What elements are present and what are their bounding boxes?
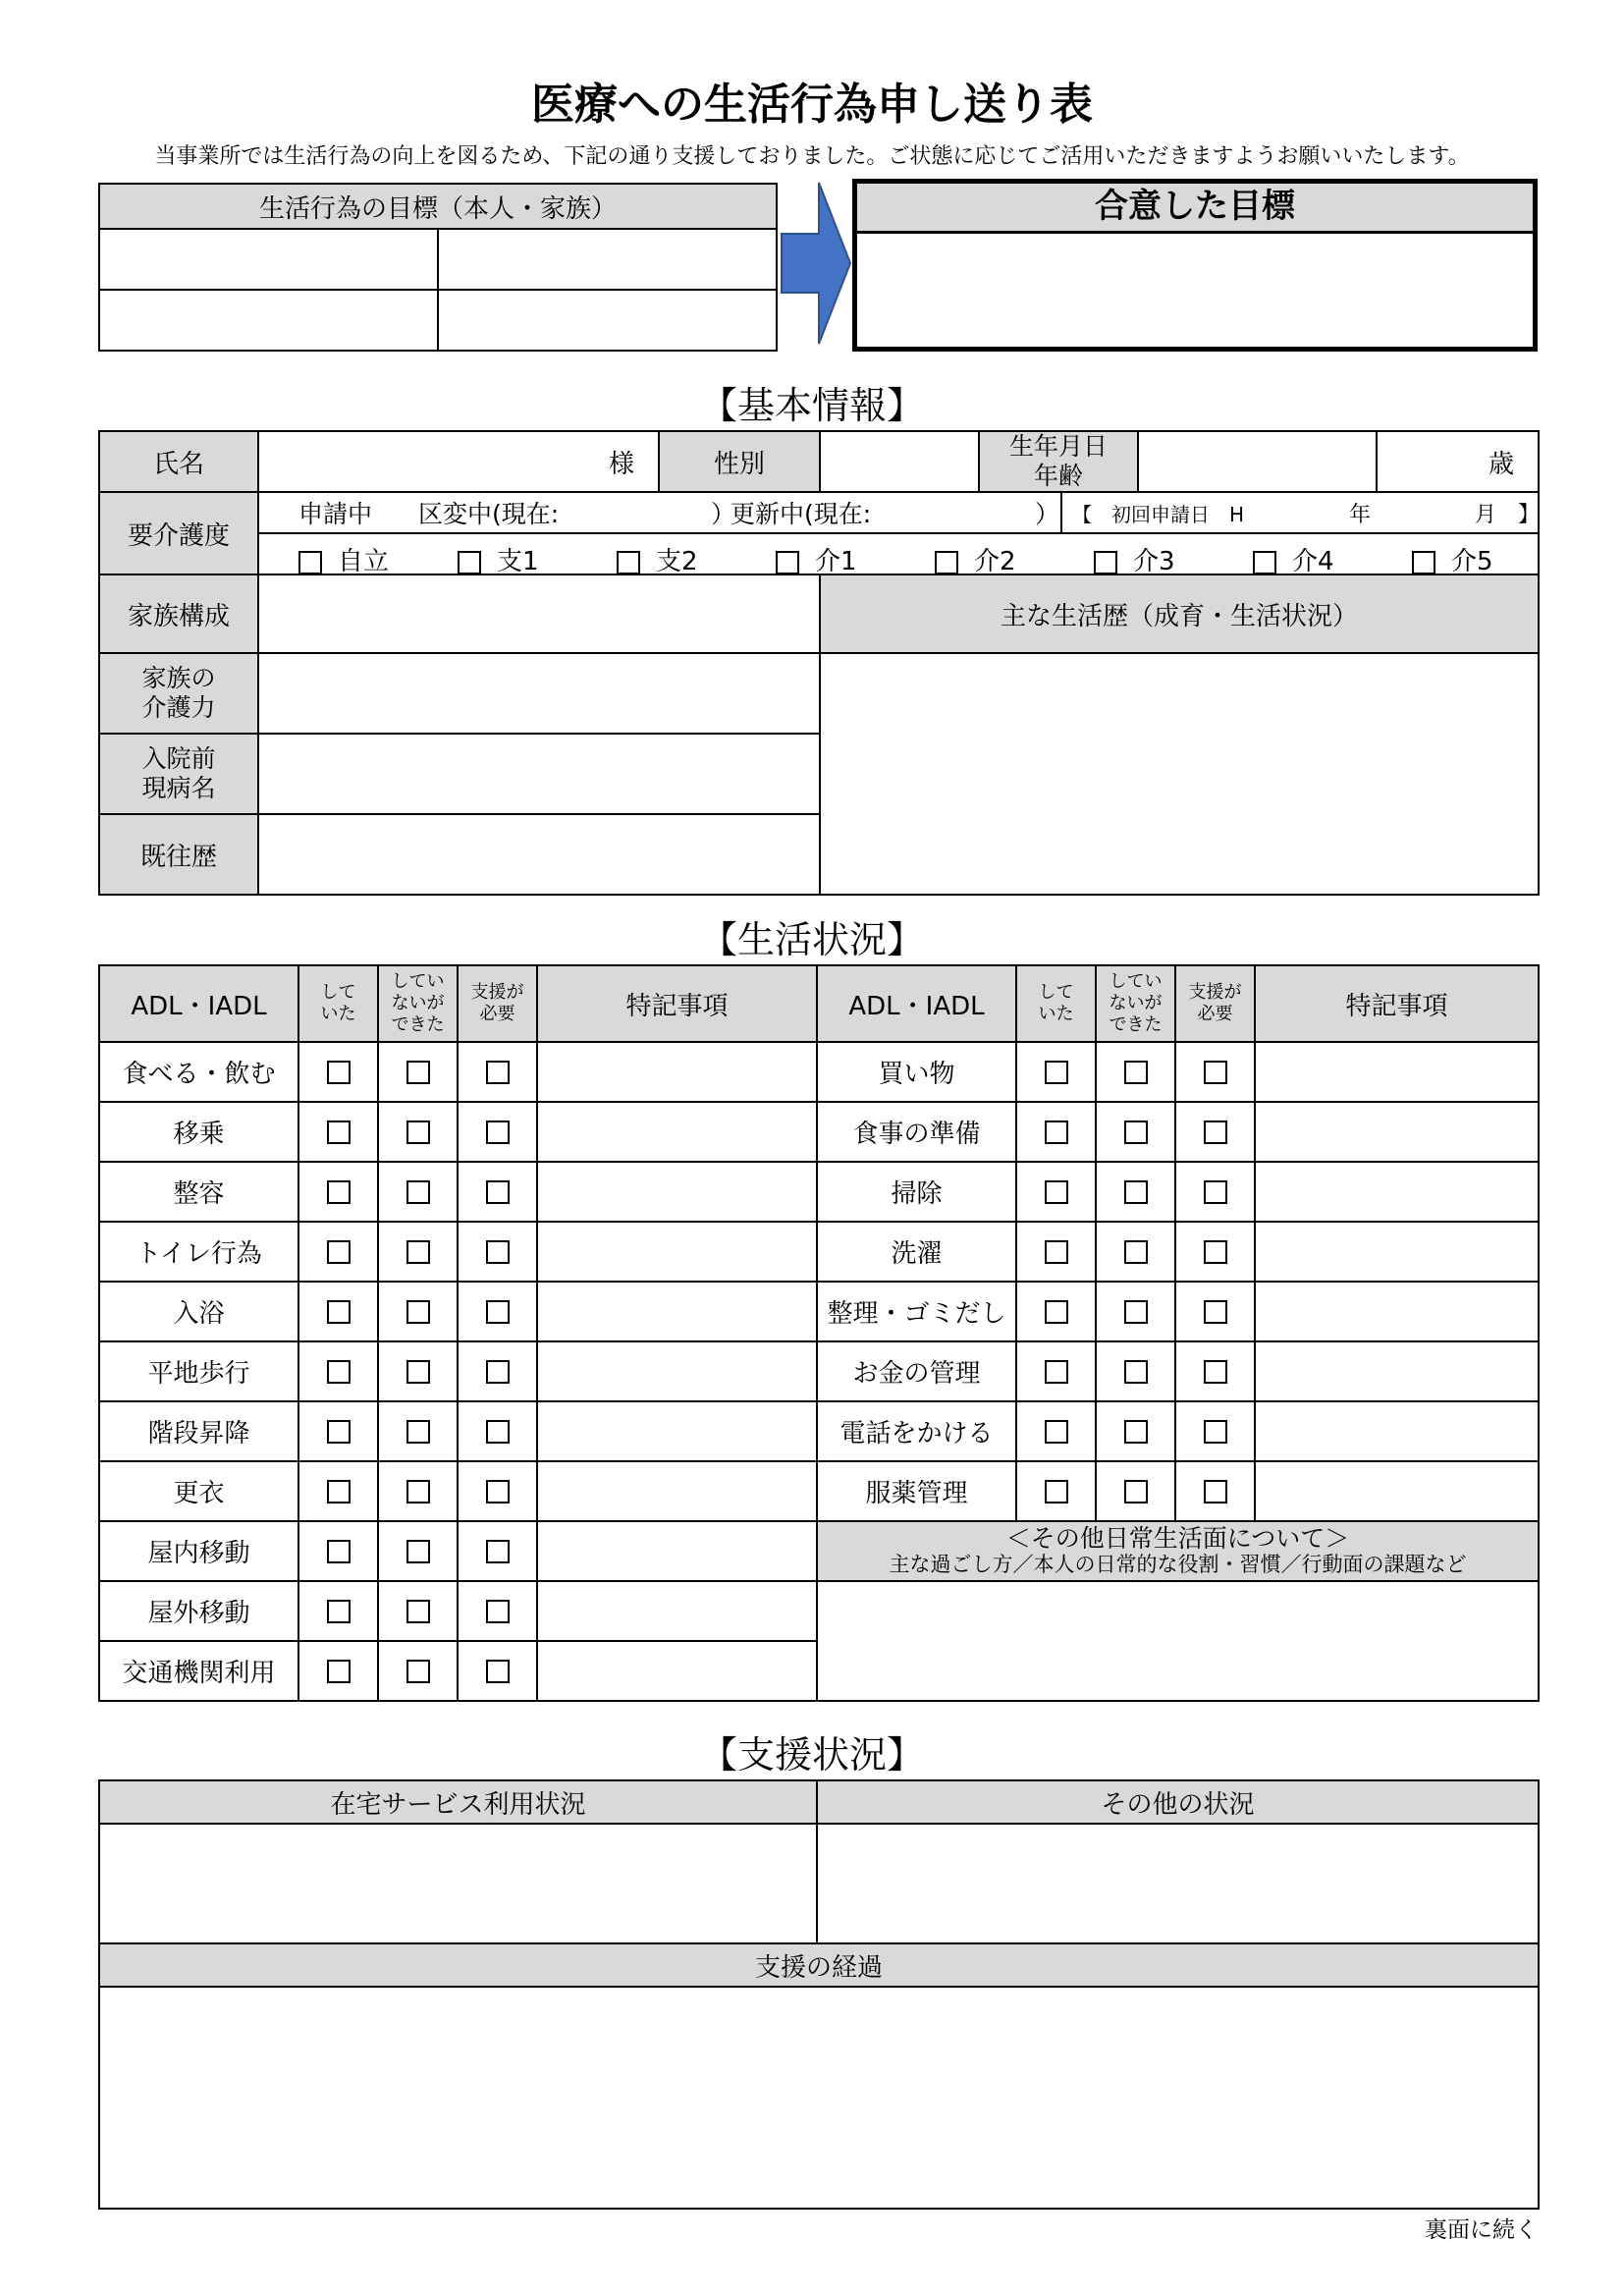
adl-checkbox[interactable] [486,1600,510,1623]
table-row [99,1222,817,1282]
col-adl-header: ADL・IADL [817,965,1016,1042]
table-row [817,1102,1539,1162]
care-level-label: 介1 [815,547,857,576]
family-field[interactable] [258,574,820,653]
adl-checkbox-cell [1096,1222,1175,1282]
care-level-label: 介2 [974,547,1016,576]
adl-checkbox[interactable] [406,1540,430,1563]
other-daily-life-field[interactable] [817,1581,1539,1701]
adl-item-label: 服薬管理 [817,1461,1016,1521]
care-level-checkbox[interactable] [776,551,799,574]
adl-item-label: 屋外移動 [99,1581,298,1641]
adl-notes-field[interactable] [537,1102,817,1162]
adl-notes-field[interactable] [1255,1102,1539,1162]
sex-field[interactable] [820,431,979,492]
adl-checkbox[interactable] [1124,1420,1148,1444]
adl-checkbox-cell [1175,1341,1255,1401]
adl-checkbox-cell [1175,1461,1255,1521]
adl-checkbox[interactable] [486,1420,510,1444]
col-could-header: してい ないが できた [378,965,458,1042]
adl-checkbox[interactable] [1204,1121,1227,1144]
adl-checkbox-cell [1096,1341,1175,1401]
adl-checkbox-cell [1016,1341,1096,1401]
adl-checkbox[interactable] [327,1600,351,1623]
adl-checkbox-cell [298,1162,378,1222]
adl-notes-field[interactable] [1255,1401,1539,1461]
care-level-option[interactable] [298,541,389,577]
adl-checkbox[interactable] [1045,1300,1068,1324]
adl-checkbox[interactable] [1204,1480,1227,1503]
adl-notes-field[interactable] [537,1341,817,1401]
adl-checkbox-cell [458,1102,537,1162]
care-level-checkbox[interactable] [617,551,640,574]
adl-checkbox[interactable] [1204,1360,1227,1384]
status-change[interactable]: 区変中(現在: [418,500,560,528]
adl-item-label: 屋内移動 [99,1521,298,1581]
adl-notes-field[interactable] [537,1282,817,1341]
adl-checkbox-cell [1175,1401,1255,1461]
adl-checkbox[interactable] [406,1420,430,1444]
table-row [99,1282,817,1341]
care-level-label: 支2 [656,547,698,576]
care-level-label: 支1 [497,547,539,576]
adl-checkbox-cell [378,1401,458,1461]
adl-checkbox[interactable] [486,1121,510,1144]
adl-checkbox[interactable] [406,1061,430,1084]
adl-checkbox-cell [1096,1461,1175,1521]
adl-checkbox[interactable] [327,1061,351,1084]
table-row [99,1641,817,1701]
adl-checkbox[interactable] [327,1121,351,1144]
age-field[interactable] [1377,431,1539,492]
col-need-header: 支援が 必要 [458,965,537,1042]
adl-checkbox[interactable] [1204,1240,1227,1264]
adl-checkbox-cell [1016,1461,1096,1521]
care-level-option[interactable] [1094,541,1175,577]
agreed-goal-header: 合意した目標 [857,184,1533,234]
sex-label: 性別 [659,431,820,492]
adl-notes-field[interactable] [537,1521,817,1581]
care-level-checkbox[interactable] [458,551,481,574]
adl-checkbox-cell [298,1102,378,1162]
adl-checkbox-cell [378,1282,458,1341]
past-history-label: 既往歴 [99,814,258,895]
adl-checkbox-cell [378,1341,458,1401]
adl-checkbox[interactable] [1045,1180,1068,1204]
adl-item-label: 食事の準備 [817,1102,1016,1162]
adl-table-left [98,964,818,1702]
pre-hospital-diagnosis-label: 入院前 現病名 [99,734,258,814]
care-level-label: 介5 [1451,547,1493,576]
adl-checkbox[interactable] [1204,1061,1227,1084]
adl-checkbox[interactable] [486,1360,510,1384]
adl-checkbox[interactable] [327,1420,351,1444]
adl-notes-field[interactable] [537,1641,817,1701]
table-row [99,1581,817,1641]
adl-checkbox[interactable] [406,1360,430,1384]
adl-notes-field[interactable] [537,1042,817,1102]
adl-checkbox-cell [1175,1282,1255,1341]
status-renew[interactable]: 更新中(現在: [731,500,872,528]
adl-checkbox[interactable] [406,1480,430,1503]
table-row [99,1341,817,1401]
adl-item-label: 整理・ゴミだし [817,1282,1016,1341]
adl-checkbox[interactable] [406,1660,430,1683]
adl-checkbox-cell [1016,1222,1096,1282]
adl-checkbox-cell [1096,1282,1175,1341]
adl-checkbox[interactable] [1124,1240,1148,1264]
adl-checkbox[interactable] [406,1180,430,1204]
adl-checkbox[interactable] [1045,1121,1068,1144]
table-row [817,1401,1539,1461]
care-level-label: 介4 [1292,547,1334,576]
adl-checkbox[interactable] [406,1121,430,1144]
table-row [817,1042,1539,1102]
adl-item-label: 平地歩行 [99,1341,298,1401]
adl-item-label: 食べる・飲む [99,1042,298,1102]
table-row [817,1341,1539,1401]
adl-checkbox[interactable] [1045,1061,1068,1084]
adl-notes-field[interactable] [1255,1162,1539,1222]
adl-checkbox[interactable] [327,1540,351,1563]
adl-checkbox-cell [378,1102,458,1162]
other-status-label: その他の状況 [817,1780,1539,1824]
adl-checkbox-cell [1016,1282,1096,1341]
adl-notes-field[interactable] [537,1401,817,1461]
adl-checkbox-cell [458,1042,537,1102]
adl-checkbox-cell [458,1641,537,1701]
adl-checkbox[interactable] [406,1600,430,1623]
adl-checkbox-cell [1016,1102,1096,1162]
age-suffix: 歳 [1488,449,1514,479]
goal-input-2[interactable] [438,290,777,351]
other-daily-life-header: ＜その他日常生活面について＞ 主な過ごし方／本人の日常的な役割・習慣／行動面の課題など [817,1521,1539,1581]
adl-checkbox-cell [1096,1102,1175,1162]
family-label: 家族構成 [99,574,258,653]
col-did-header: して いた [1016,965,1096,1042]
care-level-checkbox[interactable] [1253,551,1276,574]
history-field[interactable] [820,653,1539,895]
adl-checkbox[interactable] [1124,1121,1148,1144]
adl-checkbox[interactable] [1124,1180,1148,1204]
adl-checkbox[interactable] [1124,1061,1148,1084]
first-apply-date: 【 初回申請日 H [1072,502,1245,526]
adl-checkbox[interactable] [327,1240,351,1264]
adl-checkbox-cell [458,1401,537,1461]
adl-checkbox-cell [298,1222,378,1282]
care-level-cell: 申請中 区変中(現在: ） 更新中(現在: ） 【 初回申請日 H 年 月 】 自立 支1 支2 介1 介2 介3 介4 介5 [258,492,1539,574]
col-adl-header: ADL・IADL [99,965,298,1042]
adl-checkbox-cell [1096,1401,1175,1461]
adl-checkbox[interactable] [1204,1420,1227,1444]
table-row [99,1401,817,1461]
home-service-label: 在宅サービス利用状況 [99,1780,817,1824]
adl-checkbox-cell [378,1461,458,1521]
table-row [99,1042,817,1102]
care-level-label: 介3 [1133,547,1175,576]
adl-checkbox-cell [1175,1162,1255,1222]
adl-checkbox[interactable] [1204,1180,1227,1204]
adl-checkbox[interactable] [327,1300,351,1324]
care-level-option[interactable] [935,541,1016,577]
adl-checkbox[interactable] [1045,1420,1068,1444]
name-label: 氏名 [99,431,258,492]
status-applying[interactable]: 申請中 [298,500,373,528]
care-level-option[interactable] [458,541,539,577]
page-title: 医療への生活行為申し送り表 [531,80,1093,130]
adl-item-label: 移乗 [99,1102,298,1162]
adl-checkbox-cell [298,1641,378,1701]
adl-checkbox[interactable] [486,1300,510,1324]
adl-checkbox[interactable] [1045,1360,1068,1384]
care-level-checkbox[interactable] [298,551,322,574]
adl-checkbox-cell [378,1581,458,1641]
name-field[interactable] [258,431,659,492]
adl-notes-field[interactable] [1255,1222,1539,1282]
care-level-option[interactable] [776,541,857,577]
adl-notes-field[interactable] [537,1162,817,1222]
adl-item-label: 入浴 [99,1282,298,1341]
adl-checkbox-cell [458,1341,537,1401]
family-care-label: 家族の 介護力 [99,653,258,734]
table-row [99,1102,817,1162]
adl-item-label: 更衣 [99,1461,298,1521]
adl-checkbox-cell [1016,1401,1096,1461]
progress-label: 支援の経過 [99,1943,1539,1987]
table-row [99,1461,817,1521]
adl-checkbox-cell [458,1162,537,1222]
adl-checkbox-cell [458,1222,537,1282]
care-level-checkbox[interactable] [935,551,958,574]
adl-checkbox-cell [298,1401,378,1461]
adl-item-label: 掃除 [817,1162,1016,1222]
adl-item-label: トイレ行為 [99,1222,298,1282]
col-notes-header: 特記事項 [537,965,817,1042]
table-row [817,1461,1539,1521]
dob-field[interactable] [1138,431,1377,492]
adl-item-label: 交通機関利用 [99,1641,298,1701]
adl-checkbox[interactable] [327,1480,351,1503]
col-need-header: 支援が 必要 [1175,965,1255,1042]
adl-item-label: お金の管理 [817,1341,1016,1401]
progress-field[interactable] [99,1987,1539,2209]
adl-checkbox-cell [458,1521,537,1581]
adl-checkbox-cell [378,1521,458,1581]
adl-checkbox-cell [298,1581,378,1641]
adl-checkbox[interactable] [486,1660,510,1683]
care-level-option[interactable] [1412,541,1493,577]
adl-notes-field[interactable] [1255,1282,1539,1341]
family-care-field[interactable] [258,653,820,734]
pre-hospital-diagnosis-field[interactable] [258,734,820,814]
goal-index-cell [99,290,438,351]
adl-checkbox-cell [378,1162,458,1222]
adl-checkbox-cell [458,1282,537,1341]
agreed-goal-input[interactable] [857,234,1533,348]
past-history-field[interactable] [258,814,820,895]
care-level-option[interactable] [617,541,698,577]
table-row [99,1521,817,1581]
section-basic-info: 【基本情報】 [699,384,924,427]
table-row [99,1162,817,1222]
adl-checkbox[interactable] [1045,1480,1068,1503]
goal-header: 生活行為の目標（本人・家族） [99,184,777,229]
adl-notes-field[interactable] [537,1222,817,1282]
other-status-field[interactable] [817,1824,1539,1943]
adl-checkbox-cell [1175,1222,1255,1282]
section-life-status: 【生活状況】 [699,918,924,961]
adl-checkbox[interactable] [1124,1480,1148,1503]
adl-item-label: 買い物 [817,1042,1016,1102]
adl-checkbox-cell [458,1461,537,1521]
page-subtitle: 当事業所では生活行為の向上を図るため、下記の通り支援しておりました。ご状態に応じてご活用いただきますようお願いいたします。 [154,144,1470,169]
adl-checkbox[interactable] [486,1480,510,1503]
dob-label: 生年月日 年齢 [979,431,1138,492]
goal-table [98,183,778,352]
adl-table-right [816,964,1540,1702]
adl-checkbox-cell [1175,1042,1255,1102]
col-could-header: してい ないが できた [1096,965,1175,1042]
adl-checkbox-cell [1016,1042,1096,1102]
adl-checkbox[interactable] [1204,1300,1227,1324]
col-did-header: して いた [298,965,378,1042]
goal-index-cell [99,229,438,290]
adl-checkbox[interactable] [327,1360,351,1384]
care-level-label: 自立 [338,547,390,576]
adl-checkbox-cell [1175,1102,1255,1162]
adl-checkbox[interactable] [406,1240,430,1264]
continue-note: 裏面に続く [1425,2217,1538,2243]
adl-checkbox[interactable] [327,1660,351,1683]
adl-item-label: 階段昇降 [99,1401,298,1461]
adl-notes-field[interactable] [537,1461,817,1521]
home-service-field[interactable] [99,1824,817,1943]
table-row [817,1162,1539,1222]
adl-checkbox[interactable] [406,1300,430,1324]
adl-checkbox[interactable] [1045,1240,1068,1264]
section-support-status: 【支援状況】 [699,1733,924,1777]
adl-item-label: 洗濯 [817,1222,1016,1282]
adl-checkbox[interactable] [486,1061,510,1084]
care-level-options [259,534,1538,574]
goal-input-1[interactable] [438,229,777,290]
adl-checkbox[interactable] [486,1540,510,1563]
adl-checkbox[interactable] [486,1240,510,1264]
adl-notes-field[interactable] [1255,1042,1539,1102]
care-level-option[interactable] [1253,541,1334,577]
adl-checkbox-cell [378,1641,458,1701]
name-suffix: 様 [608,449,634,479]
adl-checkbox-cell [1016,1162,1096,1222]
history-label: 主な生活歴（成育・生活状況） [820,574,1539,653]
adl-item-label: 整容 [99,1162,298,1222]
adl-notes-field[interactable] [1255,1341,1539,1401]
table-row [817,1282,1539,1341]
adl-checkbox-cell [298,1521,378,1581]
adl-checkbox-cell [298,1282,378,1341]
adl-notes-field[interactable] [1255,1461,1539,1521]
adl-checkbox-cell [458,1581,537,1641]
adl-checkbox-cell [298,1341,378,1401]
adl-checkbox[interactable] [1124,1300,1148,1324]
table-row [817,1222,1539,1282]
care-level-label: 要介護度 [99,492,258,574]
adl-notes-field[interactable] [537,1581,817,1641]
adl-checkbox-cell [378,1042,458,1102]
care-level-checkbox[interactable] [1094,551,1117,574]
col-notes-header: 特記事項 [1255,965,1539,1042]
adl-checkbox-cell [1096,1042,1175,1102]
adl-checkbox-cell [378,1222,458,1282]
agreed-goal-box [852,179,1538,352]
arrow-right-icon [778,175,854,350]
adl-checkbox-cell [1096,1162,1175,1222]
basic-info-table [98,430,1540,896]
adl-checkbox[interactable] [1124,1360,1148,1384]
adl-item-label: 電話をかける [817,1401,1016,1461]
adl-checkbox[interactable] [327,1180,351,1204]
adl-checkbox-cell [298,1042,378,1102]
support-table [98,1779,1540,2210]
adl-checkbox[interactable] [486,1180,510,1204]
care-level-checkbox[interactable] [1412,551,1435,574]
adl-checkbox-cell [298,1461,378,1521]
